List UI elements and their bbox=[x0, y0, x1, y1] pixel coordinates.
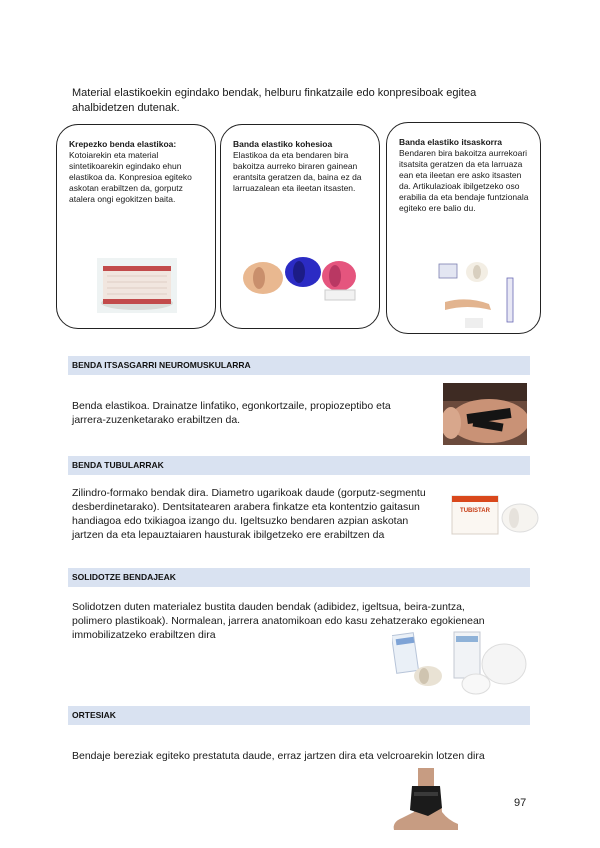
cohesive-bandage-image bbox=[239, 248, 365, 303]
card-text: Kotoiarekin eta material sintetikoarekin egindako ehun elastikoa da. Konpresioa egiteko askotan erabiltzen da, gorputz atalera ongi egokitzen baita. bbox=[69, 150, 192, 204]
intro-paragraph: Material elastikoekin egindako bendak, helburu finkatzaile edo konpresiboak egitea ahalbidetzen dutenak. bbox=[72, 87, 477, 114]
ankle-orthosis-photo bbox=[388, 768, 460, 834]
tubular-bandage-photo bbox=[450, 492, 542, 540]
kinesio-tape-photo bbox=[443, 383, 527, 445]
section-text-tubular: Zilindro-formako bendak dira. Diametro ugarikoak daude (gorputz-segmentu desberdinetarako). Dentsitatearen arabera finkatze eta kontentzio gaitasun handiagoa edo txikiagoa izango du. Igeltsuzko bendaren azpian askotan jartzen da eta lepauztaiaren hausturak ibilgetzeko ere erabiltzen da bbox=[72, 487, 426, 541]
adhesive-bandage-image bbox=[437, 258, 527, 334]
card-title: Banda elastiko itsaskorra bbox=[399, 137, 502, 147]
card-crepe-bandage bbox=[56, 124, 216, 329]
card-adhesive-bandage bbox=[386, 122, 541, 334]
card-text: Bendaren bira bakoitza aurrekoari itsatsita geratzen da eta larruaza ean eta ileetan ere asko itsasten da. Artikulazioak ibilgetzeko oso erabilia da eta bendaje funtzionala egiteko ere balio du. bbox=[399, 148, 529, 213]
card-title: Krepezko benda elastikoa: bbox=[69, 139, 177, 149]
product-box-label: TUBISTAR bbox=[460, 508, 490, 514]
card-title: Banda elastiko kohesioa bbox=[233, 139, 333, 149]
section-header-tubular: BENDA TUBULARRAK bbox=[68, 456, 530, 475]
section-header-orthoses: ORTESIAK bbox=[68, 706, 530, 725]
card-text: Elastikoa da eta bendaren bira bakoitza aurreko biraren gainean erantsita geratzen da, baina ez da larruazalean eta ileetan itsasten. bbox=[233, 150, 362, 193]
section-text-neuromuscular: Benda elastikoa. Drainatze linfatiko, egonkortzaile, propiozeptibo eta jarrera-zuzenketarako erabiltzen da. bbox=[72, 400, 391, 426]
section-header-solidifying: SOLIDOTZE BENDAJEAK bbox=[68, 568, 530, 587]
section-header-neuromuscular: BENDA ITSASGARRI NEUROMUSKULARRA bbox=[68, 356, 530, 375]
page-number: 97 bbox=[514, 797, 527, 809]
crepe-bandage-image bbox=[97, 258, 177, 313]
section-text-orthoses: Bendaje bereziak egiteko prestatuta daude, erraz jartzen dira eta velcroarekin lotzen dira bbox=[72, 750, 485, 762]
plaster-bandage-photo bbox=[392, 630, 532, 698]
section-text-solidifying: Solidotzen duten materialez bustita dauden bendak (adibidez, igeltsua, beira-zuntza, polimero plastikoak). Normalean, jarrera anatomikoan edo kasu zehatzerako egokienean immobilizatzeko erabiltzen dira bbox=[72, 601, 485, 641]
card-cohesive-bandage bbox=[220, 124, 380, 329]
